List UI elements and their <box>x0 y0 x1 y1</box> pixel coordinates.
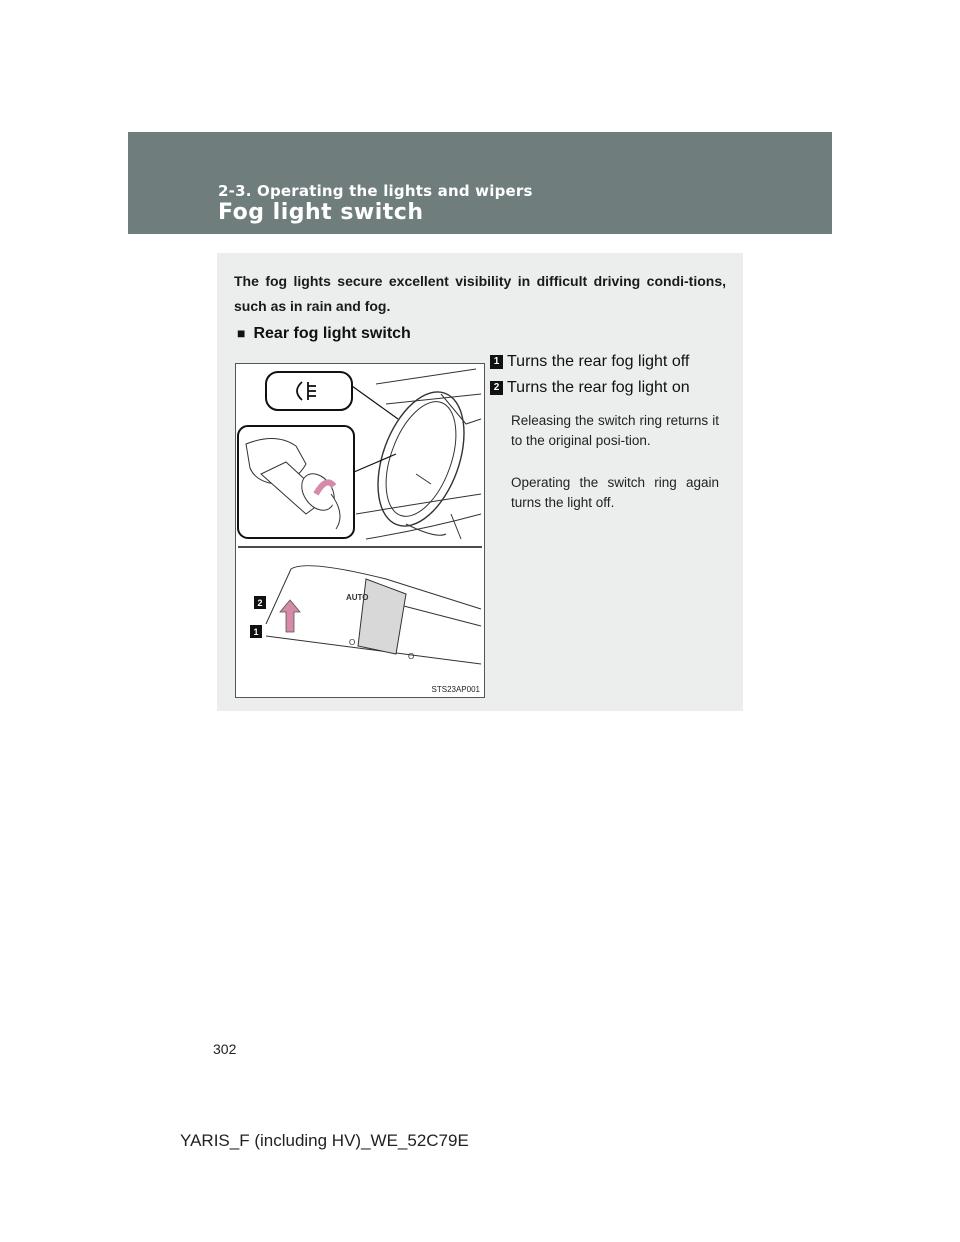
up-arrow-icon <box>280 600 300 632</box>
step-text: Turns the rear fog light on <box>507 379 690 396</box>
off-label-2: O <box>408 652 415 661</box>
callout-2: 2 <box>257 598 263 608</box>
fog-switch-illustration <box>235 363 485 698</box>
step-text: Turns the rear fog light off <box>507 353 690 370</box>
step-1 <box>490 353 689 371</box>
document-footer: YARIS_F (including HV)_WE_52C79E <box>180 1131 469 1150</box>
step-2 <box>490 379 690 397</box>
subheading-text: Rear fog light switch <box>253 325 411 342</box>
page-number: 302 <box>213 1041 237 1057</box>
callout-1: 1 <box>253 627 259 637</box>
subheading <box>237 325 411 343</box>
figure-code: STS23AP001 <box>431 685 480 694</box>
note-release: Releasing the switch ring returns it to the original posi-tion. <box>511 413 719 448</box>
content-panel <box>217 253 743 711</box>
off-label: O <box>349 638 356 647</box>
page-title: Fog light switch <box>218 200 424 225</box>
square-bullet-icon: ■ <box>237 325 246 341</box>
section-header <box>128 132 832 234</box>
illustration-drawing <box>236 364 484 697</box>
note-operate-again: Operating the switch ring again turns the light off. <box>511 475 719 510</box>
section-label: 2-3. Operating the lights and wipers <box>218 182 533 200</box>
intro-text: The fog lights secure excellent visibility in difficult driving condi-tions, such as in rain and fog. <box>234 273 726 314</box>
step-number: 1 <box>490 355 503 369</box>
auto-label: AUTO <box>346 593 369 602</box>
step-number: 2 <box>490 381 503 395</box>
